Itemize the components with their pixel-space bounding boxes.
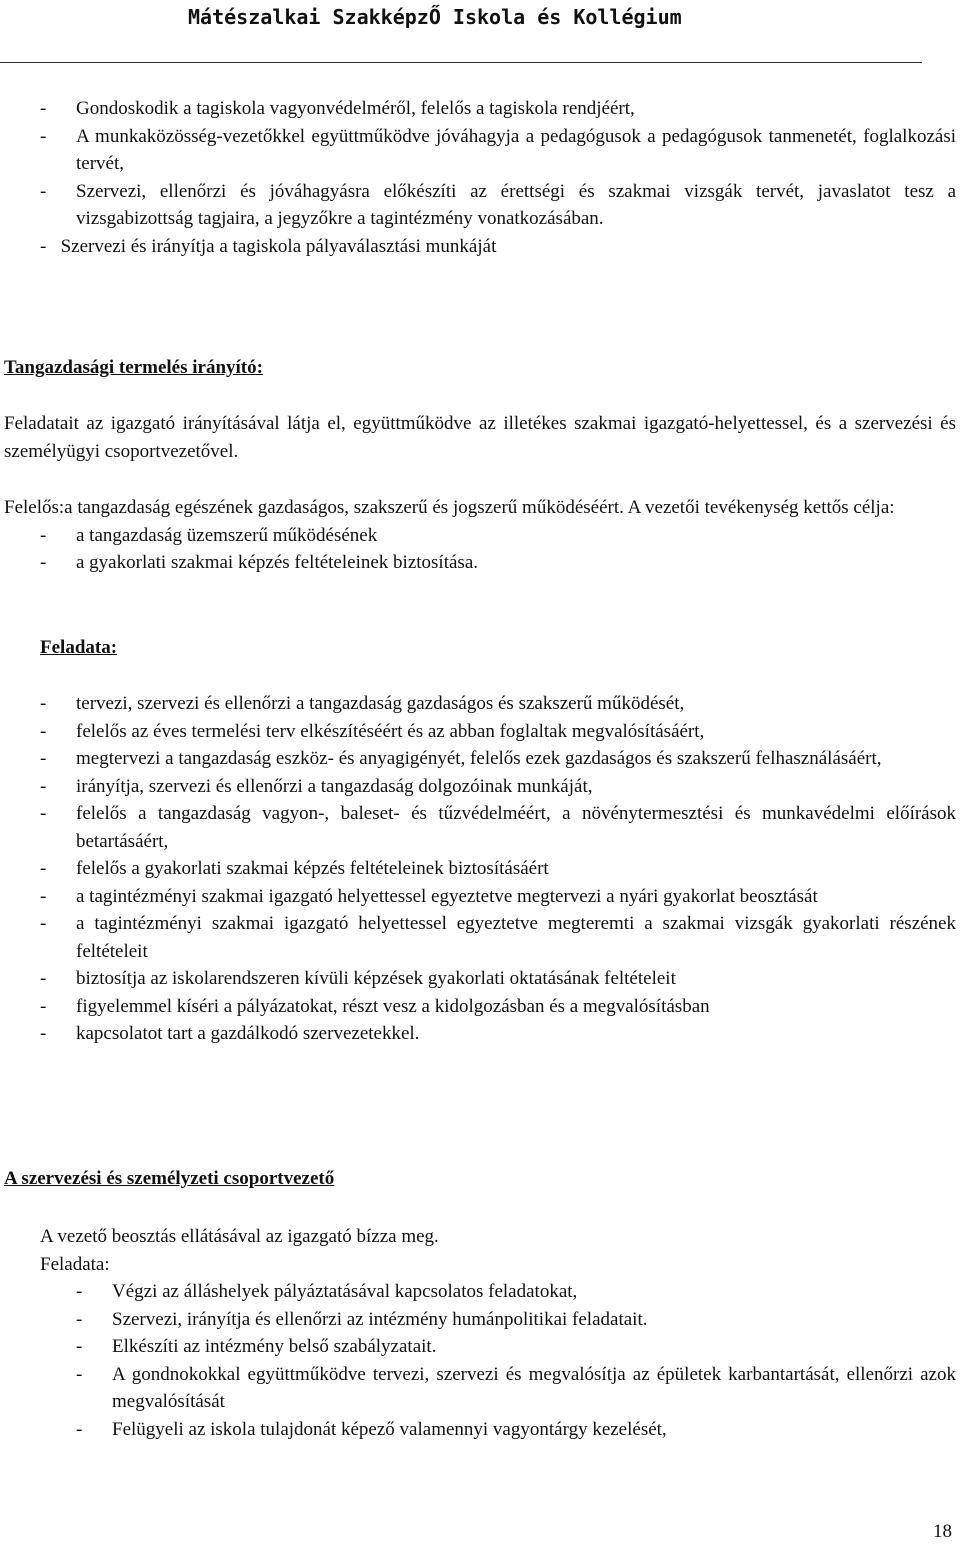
list-item: - Elkészíti az intézmény belső szabályzatait. bbox=[4, 1333, 956, 1361]
list-item: - biztosítja az iskolarendszeren kívüli képzések gyakorlati oktatásának feltételeit bbox=[4, 965, 956, 993]
page-number: 18 bbox=[933, 1521, 952, 1542]
list-item: - a tangazdaság üzemszerű működésének bbox=[4, 522, 956, 550]
paragraph: Feladatait az igazgató irányításával látja el, együttműködve az illetékes szakmai igazgató-helyettessel, és a szervezési és személyügyi csoportvezetővel. bbox=[4, 413, 956, 462]
section-heading: Tangazdasági termelés irányító: bbox=[4, 357, 263, 378]
list-item: - Szervezi, irányítja és ellenőrzi az intézmény humánpolitikai feladatait. bbox=[4, 1306, 956, 1334]
section-heading: A szervezési és személyzeti csoportvezető bbox=[4, 1168, 335, 1189]
list-item: - Gondoskodik a tagiskola vagyonvédelméről, felelős a tagiskola rendjéért, bbox=[4, 95, 956, 123]
list-item: - Szervezi és irányítja a tagiskola pályaválasztási munkáját bbox=[40, 235, 497, 257]
list-item: - irányítja, szervezi és ellenőrzi a tangazdaság dolgozóinak munkáját, bbox=[4, 773, 956, 801]
list-item: - Végzi az álláshelyek pályáztatásával kapcsolatos feladatokat, bbox=[4, 1278, 956, 1306]
subsection-heading: Feladata: bbox=[40, 637, 118, 658]
list-item: - A gondnokokkal együttműködve tervezi, szervezi és megvalósítja az épületek karbantartását, ellenőrzi azok megvalósítását bbox=[4, 1361, 956, 1416]
farm-manager-intro bbox=[4, 410, 956, 465]
paragraph: Felelős:a tangazdaság egészének gazdaságos, szakszerű és jogszerű működéséért. A vezetői tevékenység kettős célja: bbox=[4, 497, 895, 518]
page-header-title: Mátészalkai SzakképzŐ Iskola és Kollégium bbox=[188, 5, 682, 29]
list-item: - Felügyeli az iskola tulajdonát képező valamennyi vagyontárgy kezelését, bbox=[4, 1416, 956, 1444]
list-item: - figyelemmel kíséri a pályázatokat, részt vesz a kidolgozásban és a megvalósításban bbox=[4, 993, 956, 1021]
hr-tasks-list bbox=[4, 1278, 956, 1443]
list-item: - kapcsolatot tart a gazdálkodó szervezetekkel. bbox=[4, 1020, 956, 1048]
section-hr-leader bbox=[4, 1165, 956, 1193]
list-item: - felelős a gyakorlati szakmai képzés feltételeinek biztosításáért bbox=[4, 855, 956, 883]
list-item: - felelős az éves termelési terv elkészítéséért és az abban foglaltak megvalósításáért, bbox=[4, 718, 956, 746]
list-item: - a gyakorlati szakmai képzés feltételeinek biztosítása. bbox=[4, 549, 956, 577]
farm-manager-tasks bbox=[4, 690, 956, 1048]
farm-manager-responsibility bbox=[4, 494, 956, 577]
tasks-list bbox=[4, 690, 956, 1048]
section-farm-manager bbox=[4, 354, 956, 382]
header-divider bbox=[0, 62, 922, 63]
list-item: - tervezi, szervezi és ellenőrzi a tangazdaság gazdaságos és szakszerű működését, bbox=[4, 690, 956, 718]
goals-list bbox=[4, 522, 956, 577]
paragraph: A vezető beosztás ellátásával az igazgató bízza meg. bbox=[40, 1226, 439, 1247]
hr-leader-body bbox=[4, 1223, 956, 1443]
list-item: - a tagintézményi szakmai igazgató helyettessel egyeztetve megtervezi a nyári gyakorlat beosztását bbox=[4, 883, 956, 911]
subsection-label: Feladata: bbox=[40, 1253, 110, 1275]
list-item: - Szervezi, ellenőrzi és jóváhagyásra előkészíti az érettségi és szakmai vizsgák tervét, javaslatot tesz a vizsgabizottság tagjaira, a jegyzőkre a tagintézmény vonatkozásában. bbox=[4, 178, 956, 233]
list-item: - felelős a tangazdaság vagyon-, baleset- és tűzvédelméért, a növénytermesztési és munkavédelmi előírások betartásáért, bbox=[4, 800, 956, 855]
list-item: - A munkaközösség-vezetőkkel együttműködve jóváhagyja a pedagógusok a pedagógusok tanmenetét, foglalkozási tervét, bbox=[4, 123, 956, 178]
duties-list bbox=[4, 95, 956, 233]
section-principal-duties bbox=[4, 95, 956, 260]
list-item: - megtervezi a tangazdaság eszköz- és anyagigényét, felelős ezek gazdaságos és szakszerű felhasználásáért, bbox=[4, 745, 956, 773]
list-item: - a tagintézményi szakmai igazgató helyettessel egyeztetve megteremti a szakmai vizsgák gyakorlati részének feltételeit bbox=[4, 910, 956, 965]
farm-manager-tasks-heading bbox=[4, 634, 956, 662]
